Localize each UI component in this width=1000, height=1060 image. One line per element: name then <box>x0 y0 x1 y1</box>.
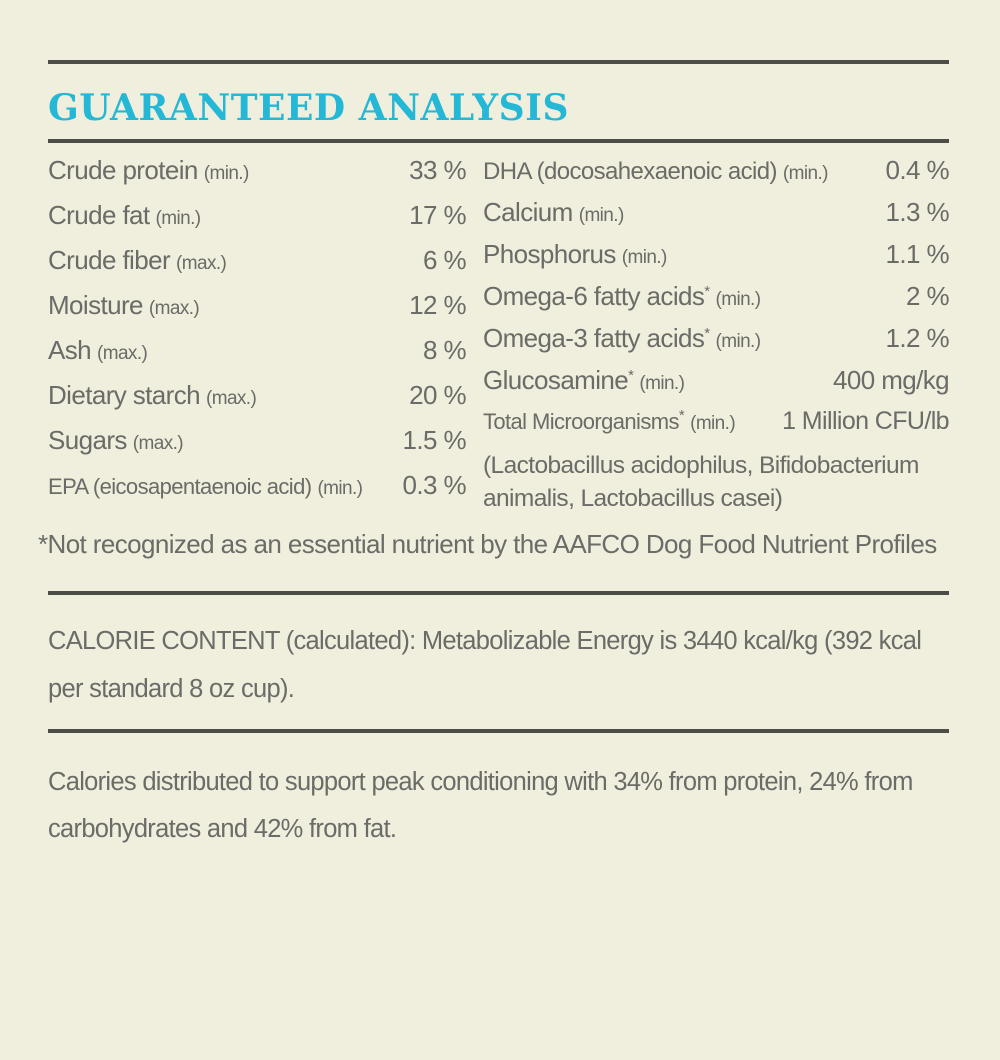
nutrient-label: Phosphorus <box>483 239 616 269</box>
divider-rule-distribution <box>48 729 949 733</box>
nutrient-label: Glucosamine <box>483 365 629 395</box>
nutrient-value: 400 mg/kg <box>832 365 949 395</box>
top-rule <box>48 60 949 64</box>
nutrient-value: 0.4 % <box>885 155 949 185</box>
nutrient-qualifier: (min.) <box>203 163 249 184</box>
nutrient-value: 12 % <box>409 290 466 320</box>
microorganism-species-note: (Lactobacillus acidophilus, Bifidobacterium animalis, Lactobacillus casei) <box>483 452 919 512</box>
nutrient-value: 20 % <box>409 380 466 410</box>
nutrient-qualifier: (max.) <box>97 343 148 364</box>
guaranteed-analysis-label <box>0 60 1000 1060</box>
nutrient-label: EPA (eicosapentaenoic acid) <box>48 474 312 499</box>
nutrient-row-ash <box>48 335 466 380</box>
nutrient-label: Ash <box>48 335 92 365</box>
nutrient-row-dietary-starch <box>48 380 466 425</box>
nutrient-value: 6 % <box>422 245 466 275</box>
nutrient-value: 33 % <box>409 155 466 185</box>
nutrient-row-moisture <box>48 290 466 335</box>
nutrient-row-sugars <box>48 425 466 470</box>
nutrient-row-phosphorus <box>483 239 949 281</box>
nutrient-qualifier: (min.) <box>715 289 761 310</box>
nutrient-row-epa <box>48 470 466 515</box>
nutrient-row-omega3: Omega-3 fatty acids * (min.) 1.2 % <box>483 323 949 353</box>
nutrient-row-omega6: Omega-6 fatty acids * (min.) 2 % <box>483 281 949 311</box>
nutrient-row-crude-fat <box>48 200 466 245</box>
nutrient-label: Crude fiber <box>48 245 171 275</box>
nutrient-qualifier: (min.) <box>690 413 736 434</box>
divider-rule-calorie <box>48 591 949 595</box>
analysis-table <box>48 155 949 515</box>
nutrient-row-dha <box>483 155 949 197</box>
nutrient-qualifier: (min.) <box>639 373 685 394</box>
nutrient-value: 2 % <box>905 281 949 311</box>
nutrient-label: DHA (docosahexaenoic acid) <box>483 158 777 185</box>
nutrient-value: 0.3 % <box>402 470 466 500</box>
nutrient-row-glucosamine: Glucosamine * (min.) 400 mg/kg <box>483 365 949 395</box>
nutrient-label: Dietary starch <box>48 380 200 410</box>
nutrient-value: 1.1 % <box>885 239 949 269</box>
nutrient-value: 17 % <box>409 200 466 230</box>
nutrient-qualifier: (min.) <box>715 331 761 352</box>
nutrient-value: 1 Million CFU/lb <box>782 407 949 435</box>
nutrient-value: 1.2 % <box>885 323 949 353</box>
analysis-left-column <box>48 155 466 515</box>
nutrient-qualifier: (min.) <box>621 247 667 268</box>
section-title: GUARANTEED ANALYSIS <box>48 87 569 129</box>
nutrient-label: Total Microorganisms <box>483 409 679 434</box>
nutrient-label: Crude fat <box>48 200 150 230</box>
nutrient-qualifier: (min.) <box>578 205 624 226</box>
calorie-distribution-text: Calories distributed to support peak conditioning with 34% from protein, 24% from carbohydrates and 42% from fat. <box>48 768 913 843</box>
nutrient-qualifier: (min.) <box>317 478 363 499</box>
title-underline-rule <box>48 139 949 143</box>
aafco-footnote: *Not recognized as an essential nutrient by the AAFCO Dog Food Nutrient Profiles <box>38 529 937 559</box>
nutrient-label: Crude protein <box>48 155 198 185</box>
nutrient-label: Moisture <box>48 290 143 320</box>
nutrient-label: Omega-3 fatty acids <box>483 323 705 353</box>
nutrient-value: 8 % <box>422 335 466 365</box>
analysis-right-column <box>483 155 949 515</box>
nutrient-qualifier: (min.) <box>782 163 828 184</box>
nutrient-row-total-microorganisms: Total Microorganisms * (min.) 1 Million CFU/lb <box>483 407 949 435</box>
nutrient-qualifier: (min.) <box>155 208 201 229</box>
nutrient-qualifier: (max.) <box>148 298 200 319</box>
nutrient-row-crude-fiber <box>48 245 466 290</box>
nutrient-value: 1.3 % <box>885 197 949 227</box>
nutrient-qualifier: (max.) <box>132 433 184 454</box>
nutrient-value: 1.5 % <box>402 425 466 455</box>
nutrient-label: Omega-6 fatty acids <box>483 281 705 311</box>
calorie-content-text: CALORIE CONTENT (calculated): Metabolizable Energy is 3440 kcal/kg (392 kcal per standard 8 oz cup). <box>48 627 922 703</box>
nutrient-row-crude-protein <box>48 155 466 200</box>
nutrient-qualifier: (max.) <box>205 388 257 409</box>
nutrient-label: Calcium <box>483 197 573 227</box>
nutrient-row-calcium <box>483 197 949 239</box>
nutrient-qualifier: (max.) <box>176 253 227 274</box>
nutrient-label: Sugars <box>48 425 127 455</box>
